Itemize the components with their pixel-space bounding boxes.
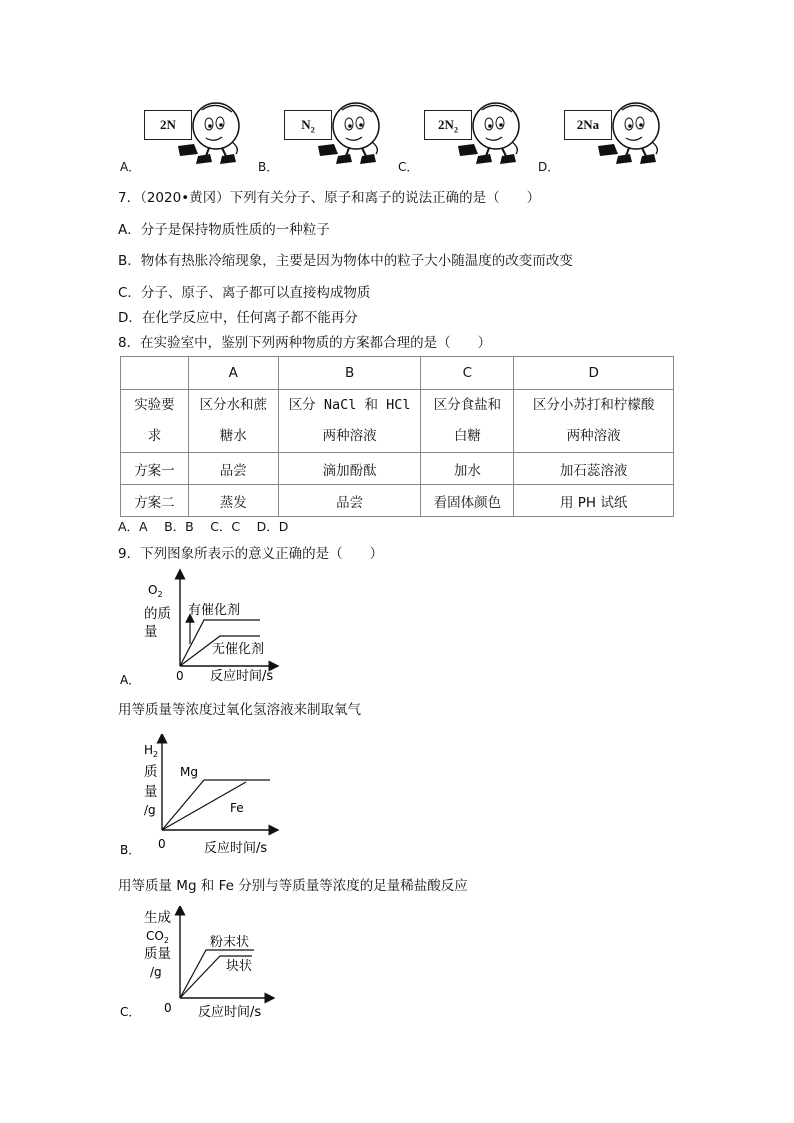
cell-line: 区分小苏打和柠檬酸 [532,397,655,413]
cell-line: 白糖 [453,428,481,444]
q9-option-b-caption: 用等质量 Mg 和 Fe 分别与等质量等浓度的足量稀盐酸反应 [118,878,468,894]
q6-option-b-text: N [301,117,311,132]
table-cell [121,390,189,453]
table-cell: 用 PH 试纸 [514,485,674,517]
series-line-mg [162,780,270,830]
q7-option-a: A．分子是保持物质性质的一种粒子 [118,222,330,238]
q6-option-b-subscript: 2 [310,125,315,135]
y-axis-label: 量 [144,624,158,640]
q7-option-b: B．物体有热胀冷缩现象，主要是因为物体中的粒子大小随温度的改变而改变 [118,253,573,269]
y-axis-label: 质量 [144,946,171,962]
y-axis-label: $O_2$ [148,583,163,599]
cell-line: 糖水 [219,428,247,444]
y-axis-label: 的质 [144,606,171,622]
cell-line: 区分水和蔗 [199,397,268,413]
q9-stem: 9．下列图象所表示的意义正确的是（ ） [118,546,384,562]
q9-graph-c [118,906,298,1024]
series-label: 块状 [226,959,253,974]
q8-stem: 8．在实验室中，鉴别下列两种物质的方案都合理的是（ ） [118,335,492,351]
table-cell [421,390,514,453]
q6-option-d-letter: D． [538,160,560,174]
q6-option-a-letter: A． [120,160,141,174]
y-axis-label: /g [144,803,156,817]
table-cell: 加石蕊溶液 [514,453,674,485]
q6-option-c-text: 2N [438,117,454,132]
cartoon-character-icon [453,98,526,166]
x-axis-label: 反应时间/s [210,669,274,684]
cell-line: 区分 NaCl 和 HCl [288,397,411,413]
q9-option-a-letter: A． [120,673,141,687]
series-label: 无催化剂 [212,642,265,657]
table-cell: 加水 [421,453,514,485]
q9-option-b-letter: B． [120,843,141,857]
table-cell: 品尝 [278,485,421,517]
table-cell: A [188,357,278,390]
cell-line: 区分食盐和 [433,397,502,413]
series-label: Mg [180,765,198,779]
table-cell: 方案二 [121,485,189,517]
q7-option-c: C．分子、原子、离子都可以直接构成物质 [118,285,371,301]
q6-option-a-text: 2N [160,117,176,132]
cell-line: 两种溶液 [322,428,377,444]
x-axis-label: 反应时间/s [204,841,268,856]
q9-option-a-caption: 用等质量等浓度过氧化氢溶液来制取氧气 [118,702,361,718]
y-axis-label: $CO_2$ [146,929,169,945]
y-axis-label: 生成 [144,910,171,926]
q6-option-c-letter: C． [398,160,419,174]
table-cell: 看固体颜色 [421,485,514,517]
q8-answer-options: A．A B．B C．C D．D [118,519,289,534]
series-line-powder [180,950,254,998]
cartoon-character-icon [316,98,386,166]
q7-option-d: D．在化学反应中，任何离子都不能再分 [118,310,358,326]
table-row [121,390,674,453]
table-cell: B [278,357,421,390]
q9-graph-b [118,734,298,858]
table-cell: 滴加酚酞 [278,453,421,485]
y-axis-label: $H_2$ [144,743,159,759]
q6-option-d-text: 2Na [576,117,600,132]
q6-option-c-subscript: 2 [453,125,458,135]
origin-label: 0 [164,1001,172,1015]
table-cell: D [514,357,674,390]
q8-table [120,356,674,517]
cell-line: 两种溶液 [566,428,621,444]
y-axis-label: 质 [144,764,158,780]
series-label: 粉末状 [210,935,250,950]
table-cell: C [421,357,514,390]
cartoon-character-icon [596,98,666,166]
q9-graph-a [118,566,298,690]
q9-option-c-letter: C． [120,1005,141,1019]
table-row [121,485,674,517]
table-cell [278,390,421,453]
origin-label: 0 [176,669,184,683]
table-row [121,453,674,485]
table-cell [188,390,278,453]
cartoon-character-icon [176,98,246,166]
y-axis-label: /g [150,965,162,979]
x-axis-label: 反应时间/s [198,1005,262,1020]
q7-stem: 7．（2020•黄冈）下列有关分子、原子和离子的说法正确的是（ ） [118,190,541,206]
table-cell: 蒸发 [188,485,278,517]
cell-line: 实验要 [134,397,175,413]
table-cell: 方案一 [121,453,189,485]
series-label: Fe [230,801,244,815]
table-cell [514,390,674,453]
table-header-row [121,357,674,390]
cell-line: 求 [147,428,162,444]
table-cell: 品尝 [188,453,278,485]
q6-option-b-letter: B． [258,160,279,174]
origin-label: 0 [158,837,166,851]
y-axis-label: 量 [144,784,158,800]
series-label: 有催化剂 [188,603,241,618]
table-cell [121,357,189,390]
